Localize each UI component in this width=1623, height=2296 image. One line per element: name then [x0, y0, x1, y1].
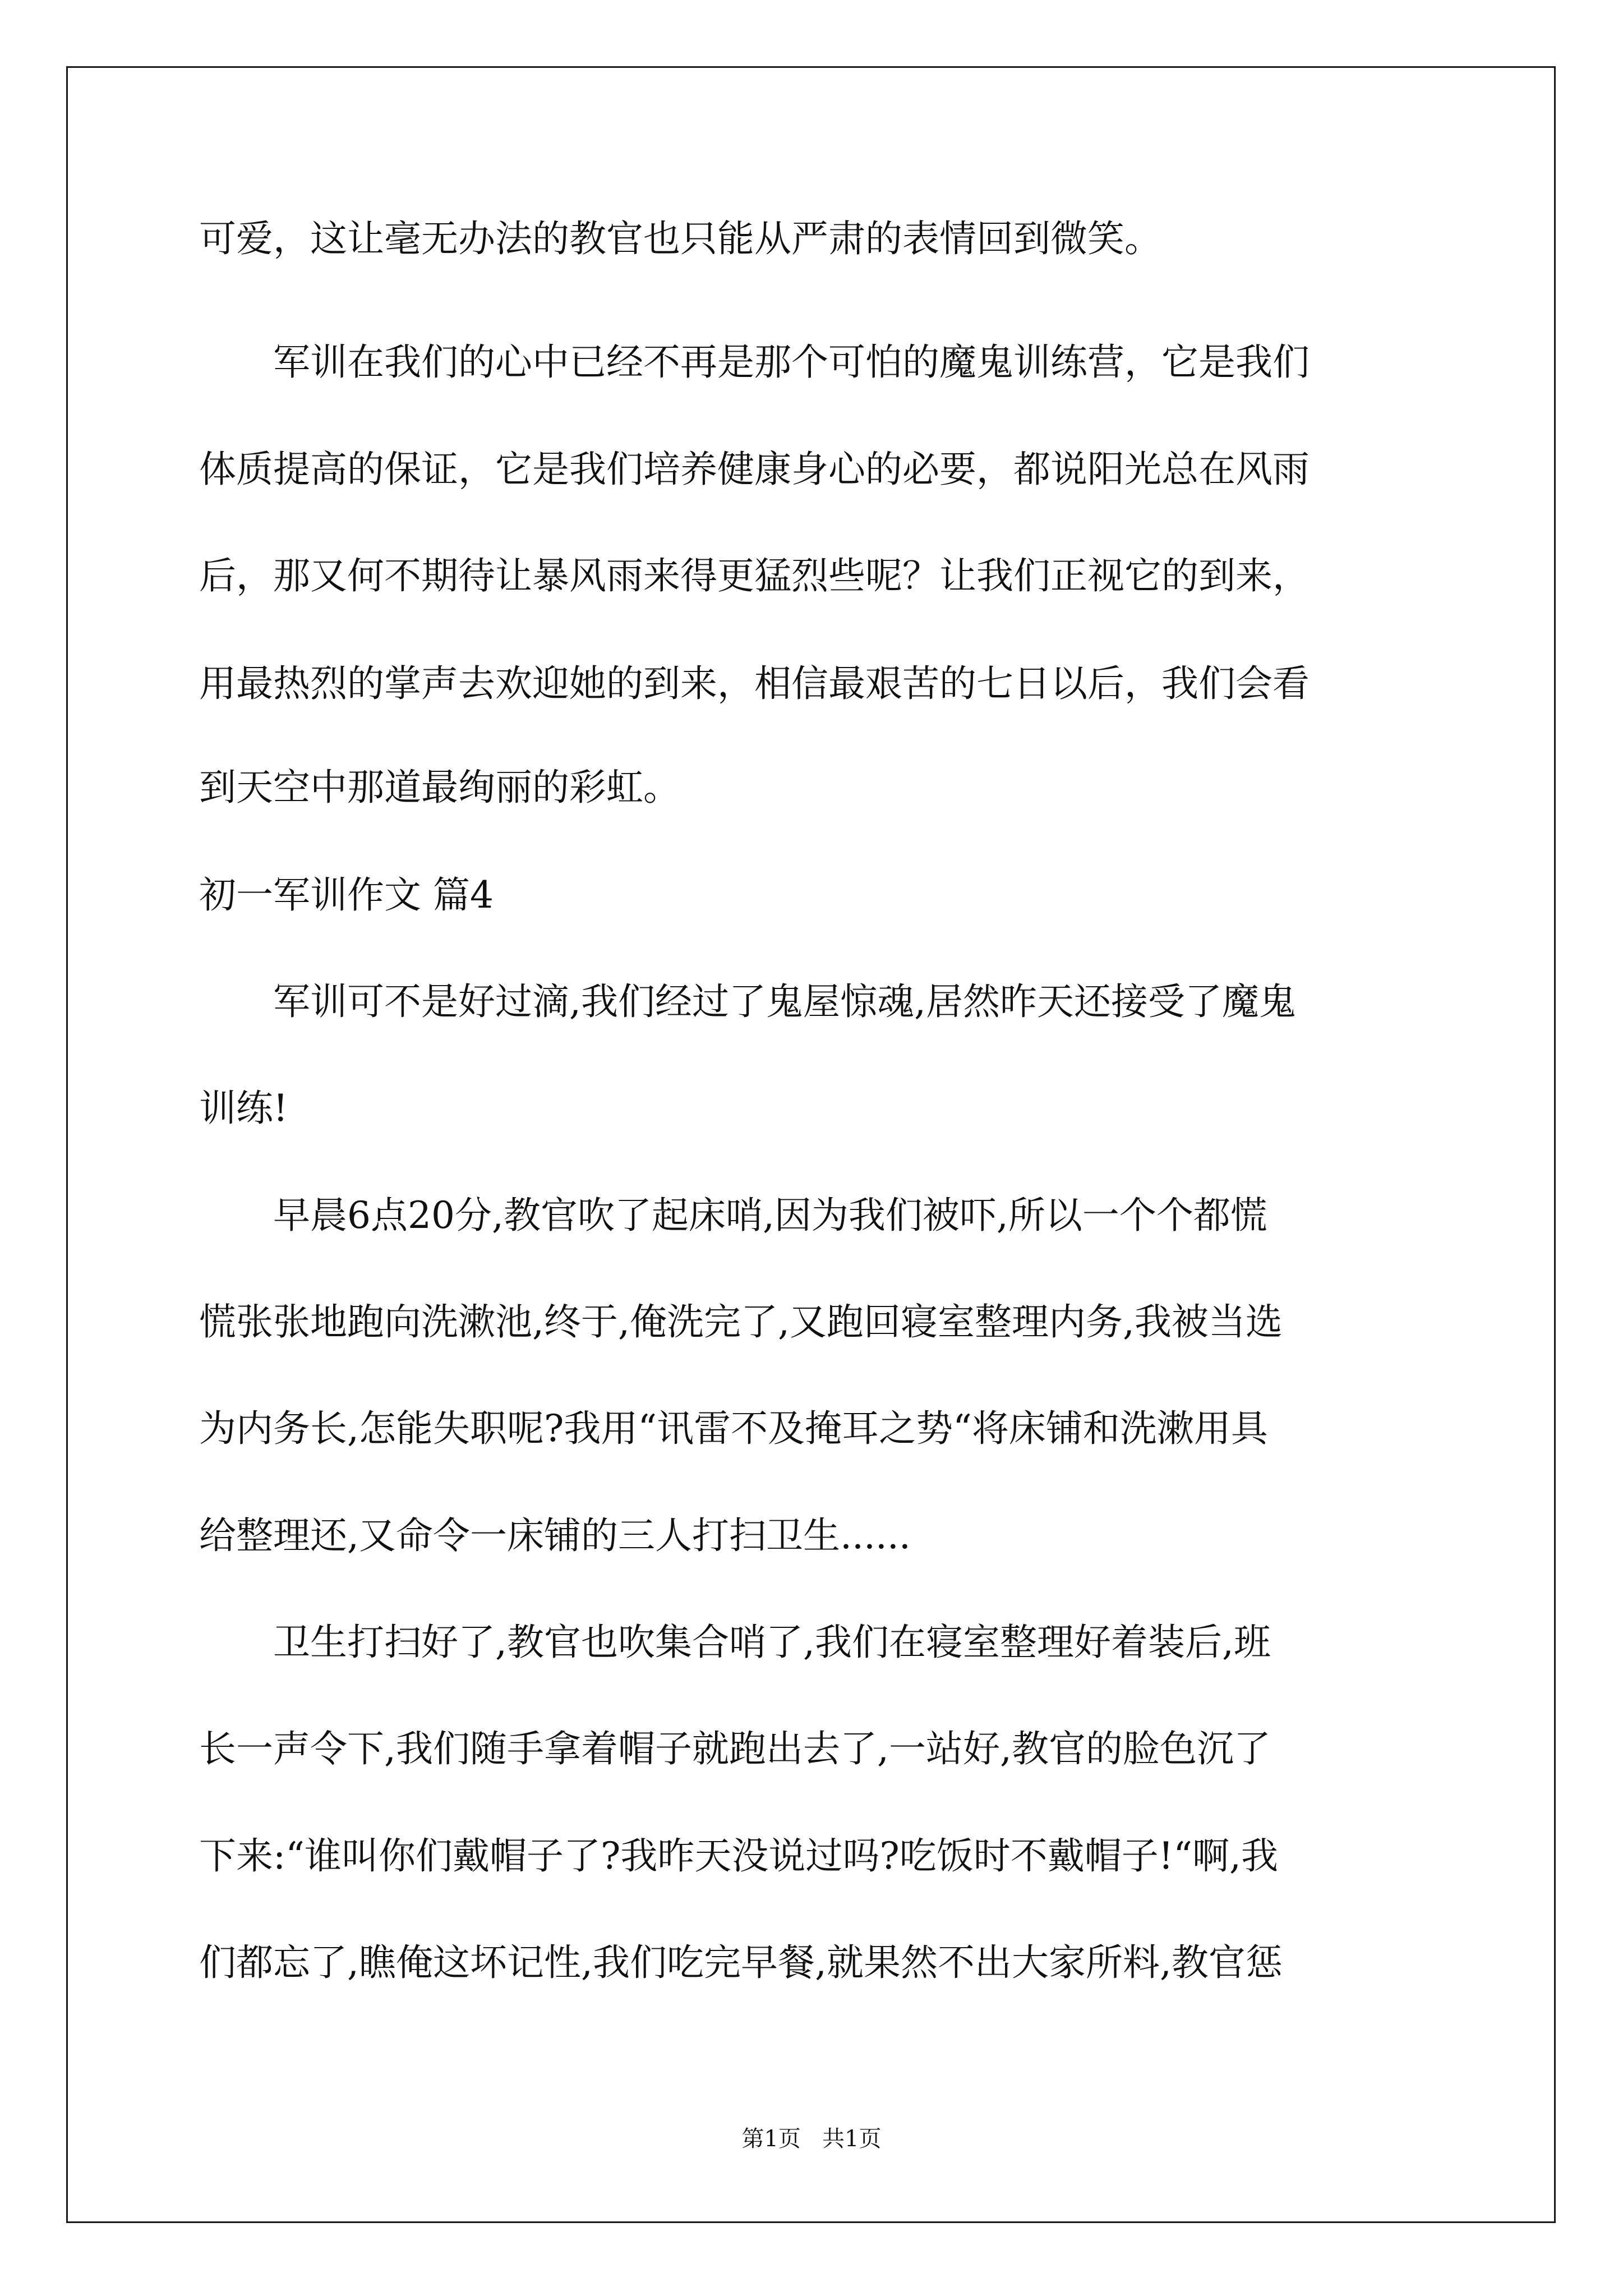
body-line: 军训在我们的心中已经不再是那个可怕的魔鬼训练营，它是我们 [199, 341, 1310, 384]
body-line: 卫生打扫好了,教官也吹集合哨了,我们在寝室整理好着装后,班 [199, 1621, 1271, 1664]
body-line: 军训可不是好过滴,我们经过了鬼屋惊魂,居然昨天还接受了魔鬼 [199, 980, 1296, 1023]
body-line: 可爱，这让毫无办法的教官也只能从严肃的表情回到微笑。 [199, 217, 1161, 260]
body-line: 体质提高的保证，它是我们培养健康身心的必要，都说阳光总在风雨 [199, 448, 1310, 491]
section-heading: 初一军训作文 篇4 [199, 873, 494, 917]
body-line: 训练! [199, 1087, 288, 1130]
page-number: 第1页 共1页 [741, 2126, 882, 2152]
page-border [66, 66, 1556, 2223]
body-line: 长一声令下,我们随手拿着帽子就跑出去了,一站好,教官的脸色沉了 [199, 1727, 1271, 1770]
body-line: 慌张张地跑向洗漱池,终于,俺洗完了,又跑回寝室整理内务,我被当选 [199, 1300, 1283, 1343]
body-line: 后，那又何不期待让暴风雨来得更猛烈些呢？让我们正视它的到来， [199, 554, 1310, 597]
body-line: 给整理还,又命令一床铺的三人打扫卫生...... [199, 1514, 911, 1557]
body-line: 为内务长,怎能失职呢?我用“讯雷不及掩耳之势“将床铺和洗漱用具 [199, 1407, 1268, 1450]
body-line: 们都忘了,瞧俺这坏记性,我们吃完早餐,就果然不出大家所料,教官惩 [199, 1941, 1283, 1984]
body-line: 早晨6点20分,教官吹了起床哨,因为我们被吓,所以一个个都慌 [199, 1194, 1267, 1237]
body-line: 用最热烈的掌声去欢迎她的到来，相信最艰苦的七日以后，我们会看 [199, 662, 1310, 705]
body-line: 到天空中那道最绚丽的彩虹。 [199, 766, 680, 809]
body-line: 下来:“谁叫你们戴帽子了?我昨天没说过吗?吃饭时不戴帽子!“啊,我 [199, 1834, 1278, 1878]
